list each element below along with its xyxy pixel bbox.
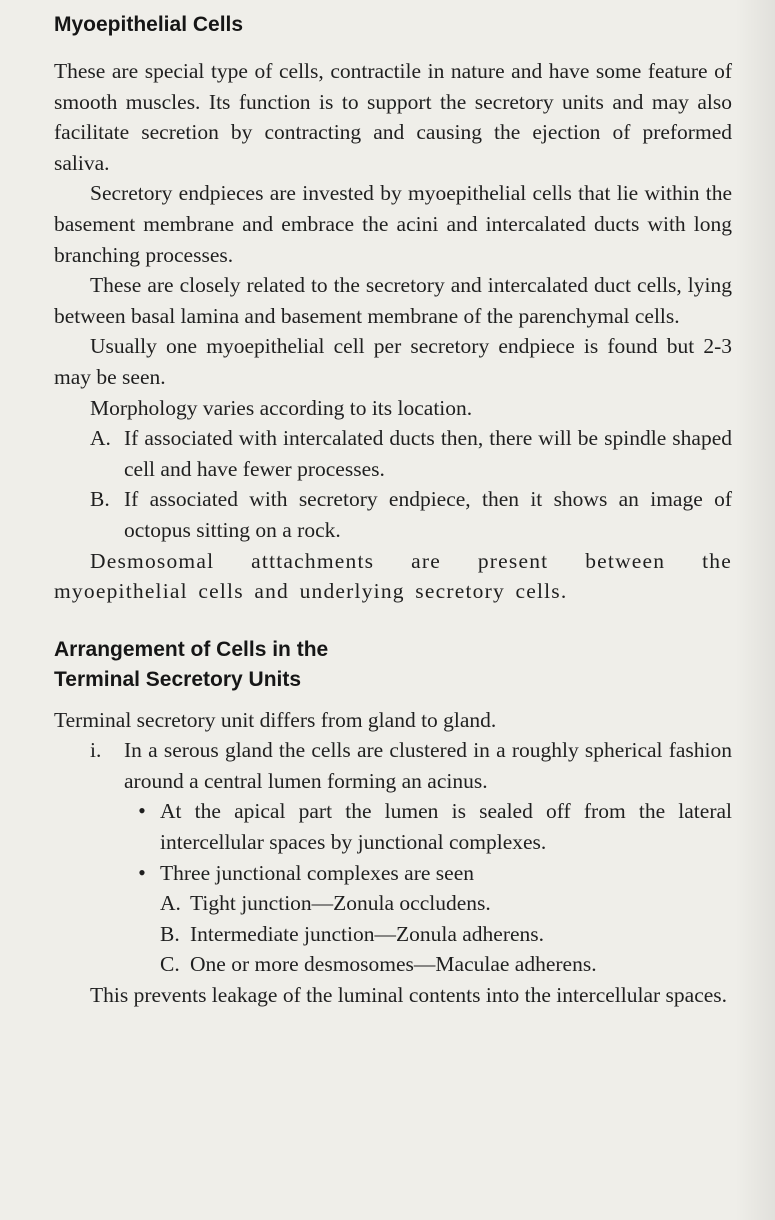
list-text: One or more desmosomes—Maculae adherens.: [190, 952, 597, 977]
paragraph-desmosomal: Desmosomal atttachments are present between the myoepithelial cells and underlying secretory cells.: [54, 548, 732, 604]
bullet-item: [124, 858, 732, 889]
page-edge-shadow: [735, 0, 775, 1220]
morphology-list: [54, 423, 732, 545]
bullet-icon: •: [138, 859, 146, 885]
list-marker: B.: [160, 921, 180, 946]
list-item: [160, 888, 732, 919]
list-marker: C.: [160, 952, 180, 977]
list-item: [160, 919, 732, 950]
list-text: If associated with intercalated ducts then, there will be spindle shaped cell and have fewer processes.: [124, 426, 732, 481]
list-text: In a serous gland the cells are clustered in a roughly spherical fashion around a central lumen forming an acinus.: [124, 738, 732, 793]
list-marker: B.: [90, 487, 110, 512]
heading-line: Arrangement of Cells in the: [54, 637, 329, 661]
bullet-text: At the apical part the lumen is sealed off from the lateral intercellular spaces by junctional complexes.: [160, 799, 732, 855]
bullet-text: Three junctional complexes are seen: [160, 860, 474, 885]
list-marker: A.: [160, 891, 181, 916]
list-marker: A.: [90, 426, 111, 451]
list-item: [90, 484, 732, 545]
gland-list: [54, 735, 732, 980]
paragraph-count: Usually one myoepithelial cell per secretory endpiece is found but 2-3 may be seen.: [54, 334, 732, 389]
heading-line: Terminal Secretory Units: [54, 667, 302, 691]
list-text: Tight junction—Zonula occludens.: [190, 891, 491, 916]
document-page: [54, 10, 732, 1011]
paragraph-endpieces: Secretory endpieces are invested by myoepithelial cells that lie within the basement membrane and embrace the acini and intercalated ducts with long branching processes.: [54, 181, 732, 267]
junction-list: [124, 888, 732, 980]
list-item: [90, 735, 732, 980]
bullet-icon: •: [138, 798, 146, 824]
paragraph-morphology: Morphology varies according to its location.: [90, 395, 473, 420]
list-item: [160, 949, 732, 980]
bullet-list: [124, 796, 732, 888]
section-heading-arrangement: [54, 635, 732, 695]
list-text: Intermediate junction—Zonula adherens.: [190, 921, 545, 946]
paragraph-intro: These are special type of cells, contractile in nature and have some feature of smooth muscles. Its function is to support the secretory units and may also facilitate secretion by contracting and causing the ejection of preformed saliva.: [54, 59, 732, 175]
list-text: If associated with secretory endpiece, then it shows an image of octopus sitting on a rock.: [124, 487, 732, 542]
paragraph-closing: This prevents leakage of the luminal contents into the intercellular spaces.: [90, 983, 728, 1008]
paragraph-terminal-intro: Terminal secretory unit differs from gland to gland.: [54, 707, 497, 732]
bullet-item: [124, 796, 732, 857]
list-item: [90, 423, 732, 484]
section-heading-myoepithelial: Myoepithelial Cells: [54, 13, 244, 36]
paragraph-relation: These are closely related to the secretory and intercalated duct cells, lying between basal lamina and basement membrane of the parenchymal cells.: [54, 273, 732, 328]
list-marker: i.: [90, 738, 102, 763]
